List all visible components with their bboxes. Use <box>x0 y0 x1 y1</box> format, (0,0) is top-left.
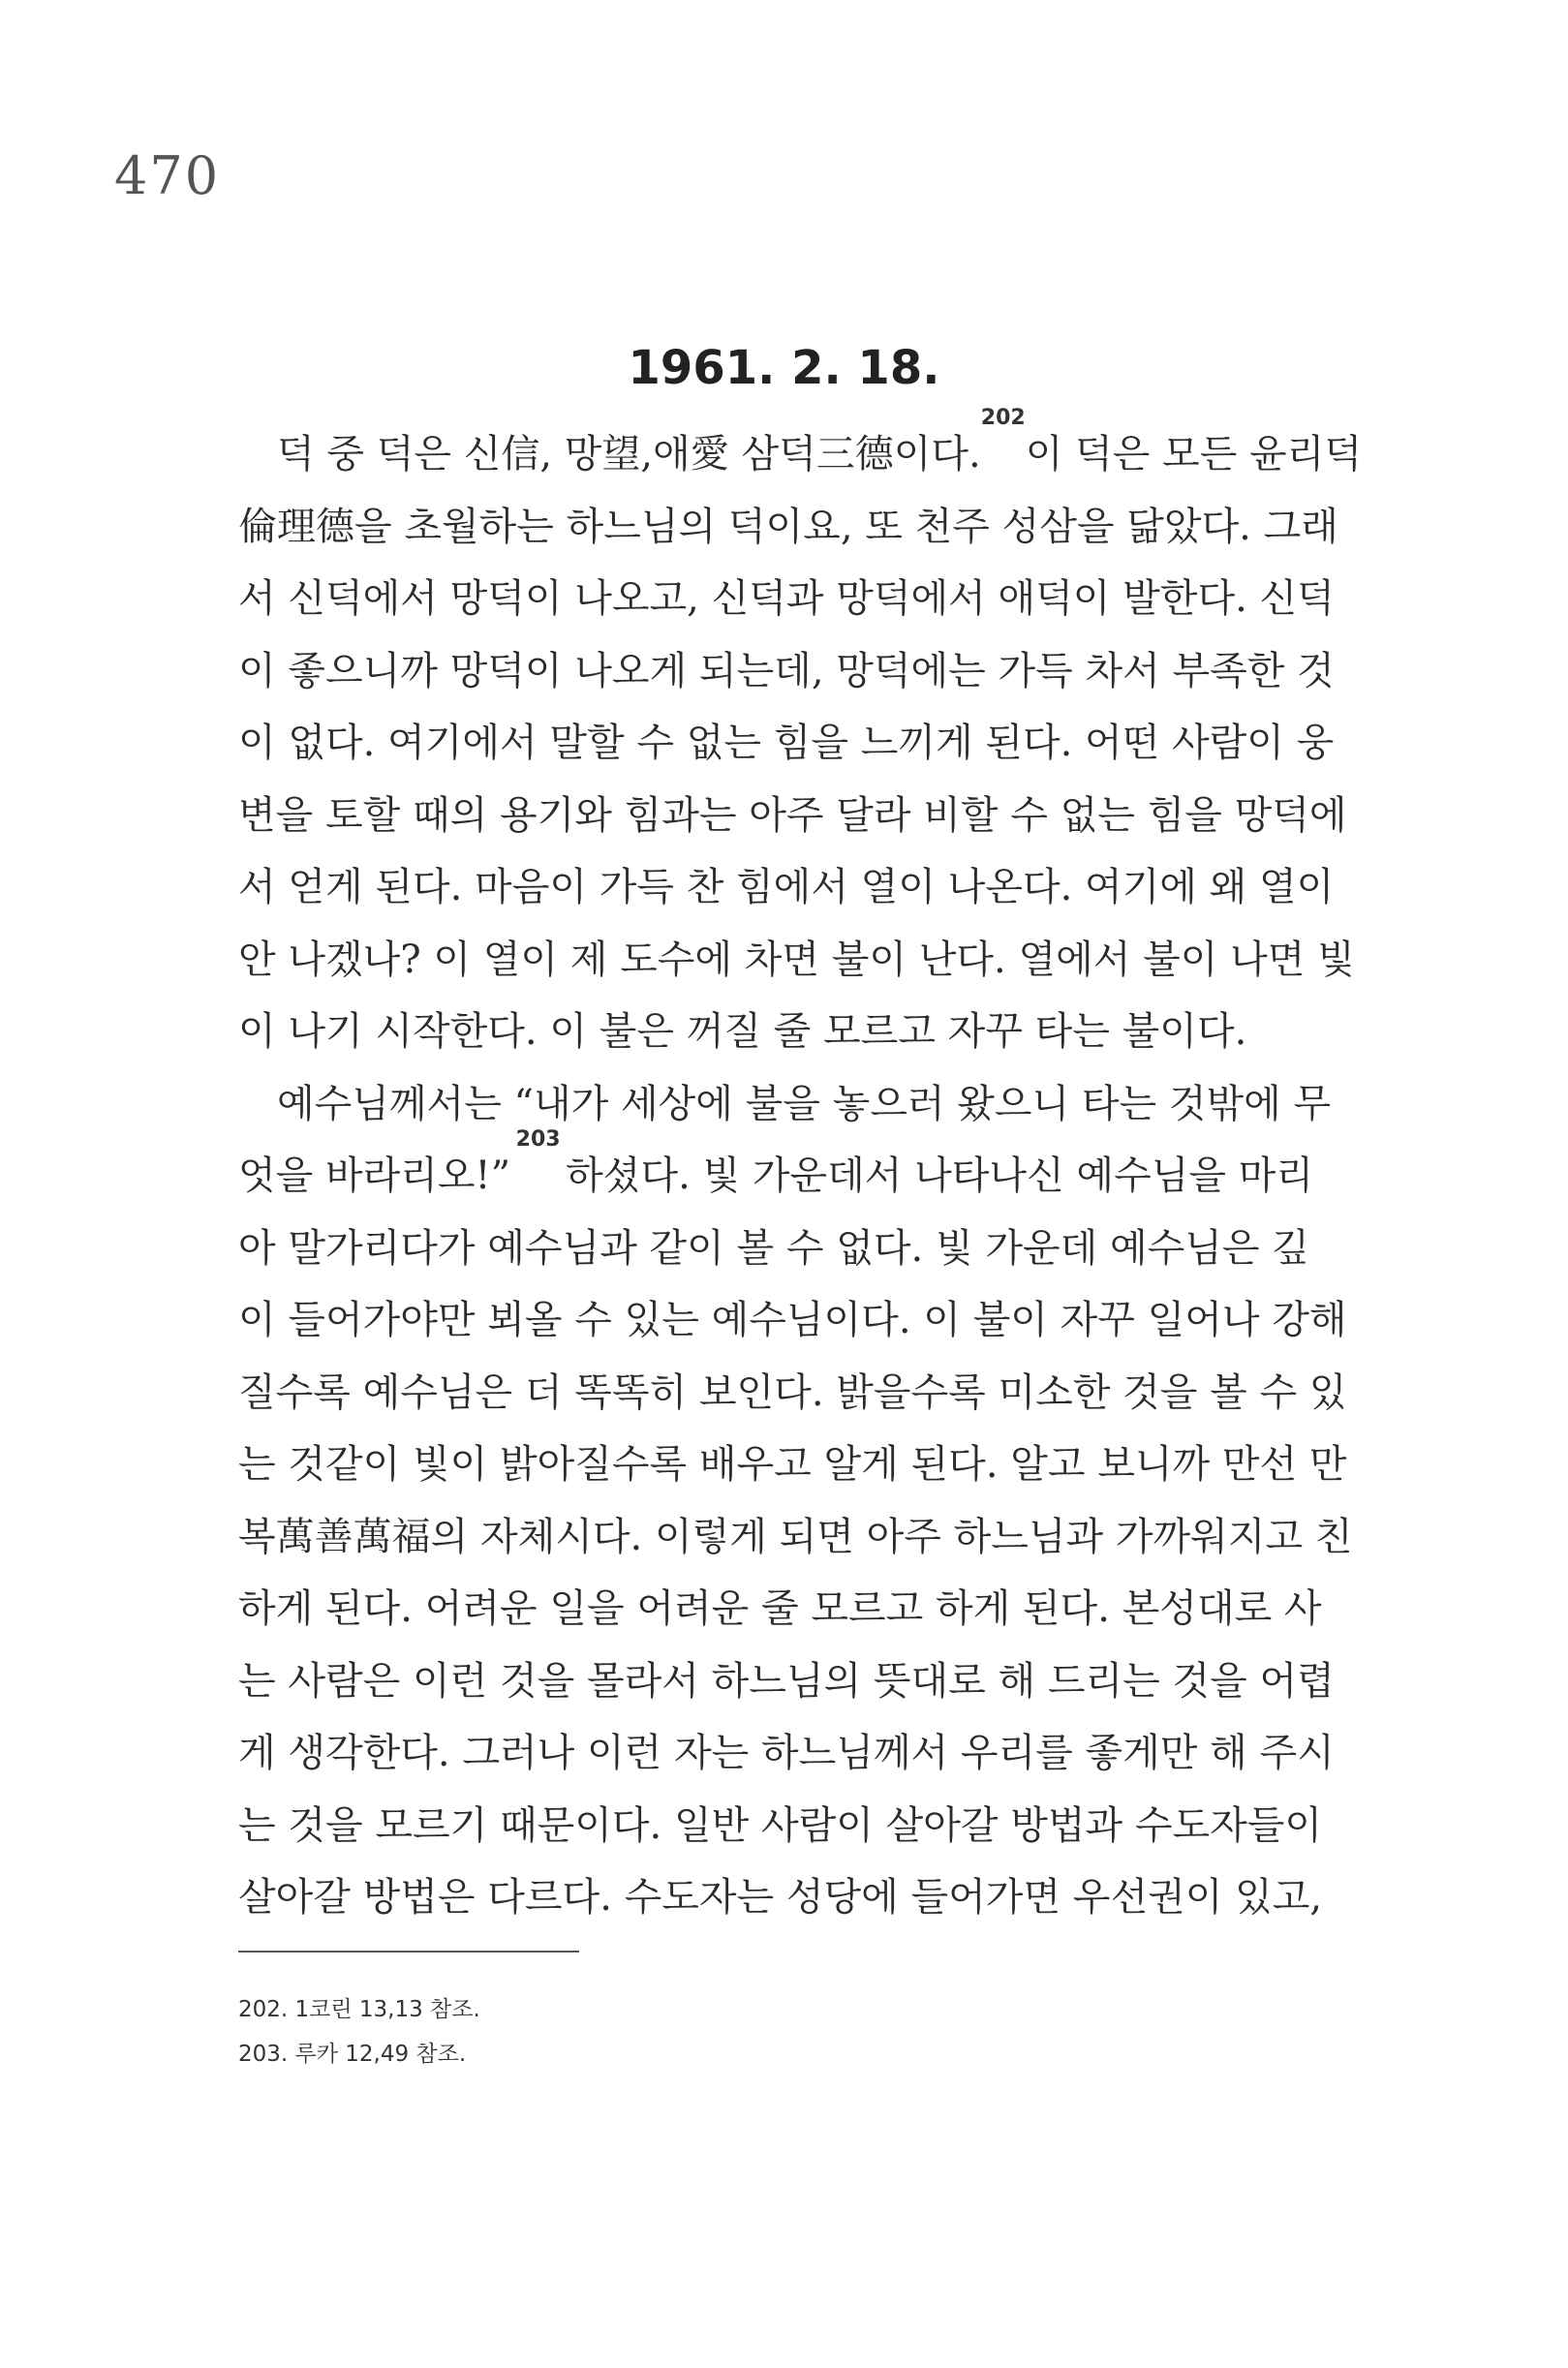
text-line: 예수님께서는 “내가 세상에 불을 놓으러 왔으니 타는 것밖에 무 <box>277 1081 1332 1126</box>
text-line: 는 사람은 이런 것을 몰라서 하느님의 뜻대로 해 드리는 것을 어렵 <box>238 1658 1335 1704</box>
text-line: 아 말가리다가 예수님과 같이 볼 수 없다. 빛 가운데 예수님은 깊 <box>238 1225 1309 1271</box>
footnote-divider <box>238 1951 579 1953</box>
text-line: 서 얻게 된다. 마음이 가득 찬 힘에서 열이 나온다. 여기에 왜 열이 <box>238 865 1335 909</box>
text-line: 이 들어가야만 뵈올 수 있는 예수님이다. 이 불이 자꾸 일어나 강해 <box>238 1298 1347 1342</box>
text-line: 이 없다. 여기에서 말할 수 없는 힘을 느끼게 된다. 어떤 사람이 웅 <box>238 721 1335 765</box>
text-line <box>238 406 1362 491</box>
text-line: 이 좋으니까 망덕이 나오게 되는데, 망덕에는 가득 차서 부족한 것 <box>238 648 1335 693</box>
text-line-part: 덕 중 덕은 신信, 망望,애愛 삼덕三德이다. <box>277 432 981 477</box>
text-line: 이 나기 시작한다. 이 불은 꺼질 줄 모르고 자꾸 타는 불이다. <box>238 1009 1247 1054</box>
text-line: 안 나겠나? 이 열이 제 도수에 차면 불이 난다. 열에서 불이 나면 빛 <box>238 937 1355 982</box>
text-line: 살아갈 방법은 다르다. 수도자는 성당에 들어가면 우선권이 있고, <box>238 1875 1323 1920</box>
footnote-ref-203: 203 <box>515 1127 561 1152</box>
text-line <box>238 1127 1313 1213</box>
text-line-part: 하셨다. 빛 가운데서 나타나신 예수님을 마리 <box>566 1153 1313 1198</box>
footnote-203: 203. 루카 12,49 참조. <box>238 2042 467 2067</box>
footnote-202: 202. 1코린 13,13 참조. <box>238 1997 480 2022</box>
text-line: 倫理德을 초월하는 하느님의 덕이요, 또 천주 성삼을 닮았다. 그래 <box>238 504 1338 549</box>
body-text <box>238 406 1362 1934</box>
text-line: 게 생각한다. 그러나 이런 자는 하느님께서 우리를 좋게만 해 주시 <box>238 1731 1335 1775</box>
text-line: 하게 된다. 어려운 일을 어려운 줄 모르고 하게 된다. 본성대로 사 <box>238 1586 1322 1631</box>
text-line: 복萬善萬福의 자체시다. 이렇게 되면 아주 하느님과 가까워지고 친 <box>238 1514 1353 1559</box>
text-line: 는 것을 모르기 때문이다. 일반 사람이 살아갈 방법과 수도자들이 <box>238 1802 1323 1848</box>
text-line-part: 이 덕은 모든 윤리덕 <box>1025 432 1362 477</box>
text-line: 는 것같이 빛이 밝아질수록 배우고 알게 된다. 알고 보니까 만선 만 <box>238 1442 1347 1487</box>
text-line-part: 엇을 바라리오!” <box>238 1153 511 1198</box>
text-line: 서 신덕에서 망덕이 나오고, 신덕과 망덕에서 애덕이 발한다. 신덕 <box>238 576 1335 621</box>
footnotes <box>238 1987 480 2076</box>
page-number: 470 <box>114 145 221 206</box>
text-line: 질수록 예수님은 더 똑똑히 보인다. 밝을수록 미소한 것을 볼 수 있 <box>238 1369 1347 1415</box>
date-heading: 1961. 2. 18. <box>628 341 940 395</box>
footnote-ref-202: 202 <box>980 406 1026 430</box>
text-line: 변을 토할 때의 용기와 힘과는 아주 달라 비할 수 없는 힘을 망덕에 <box>238 792 1347 838</box>
